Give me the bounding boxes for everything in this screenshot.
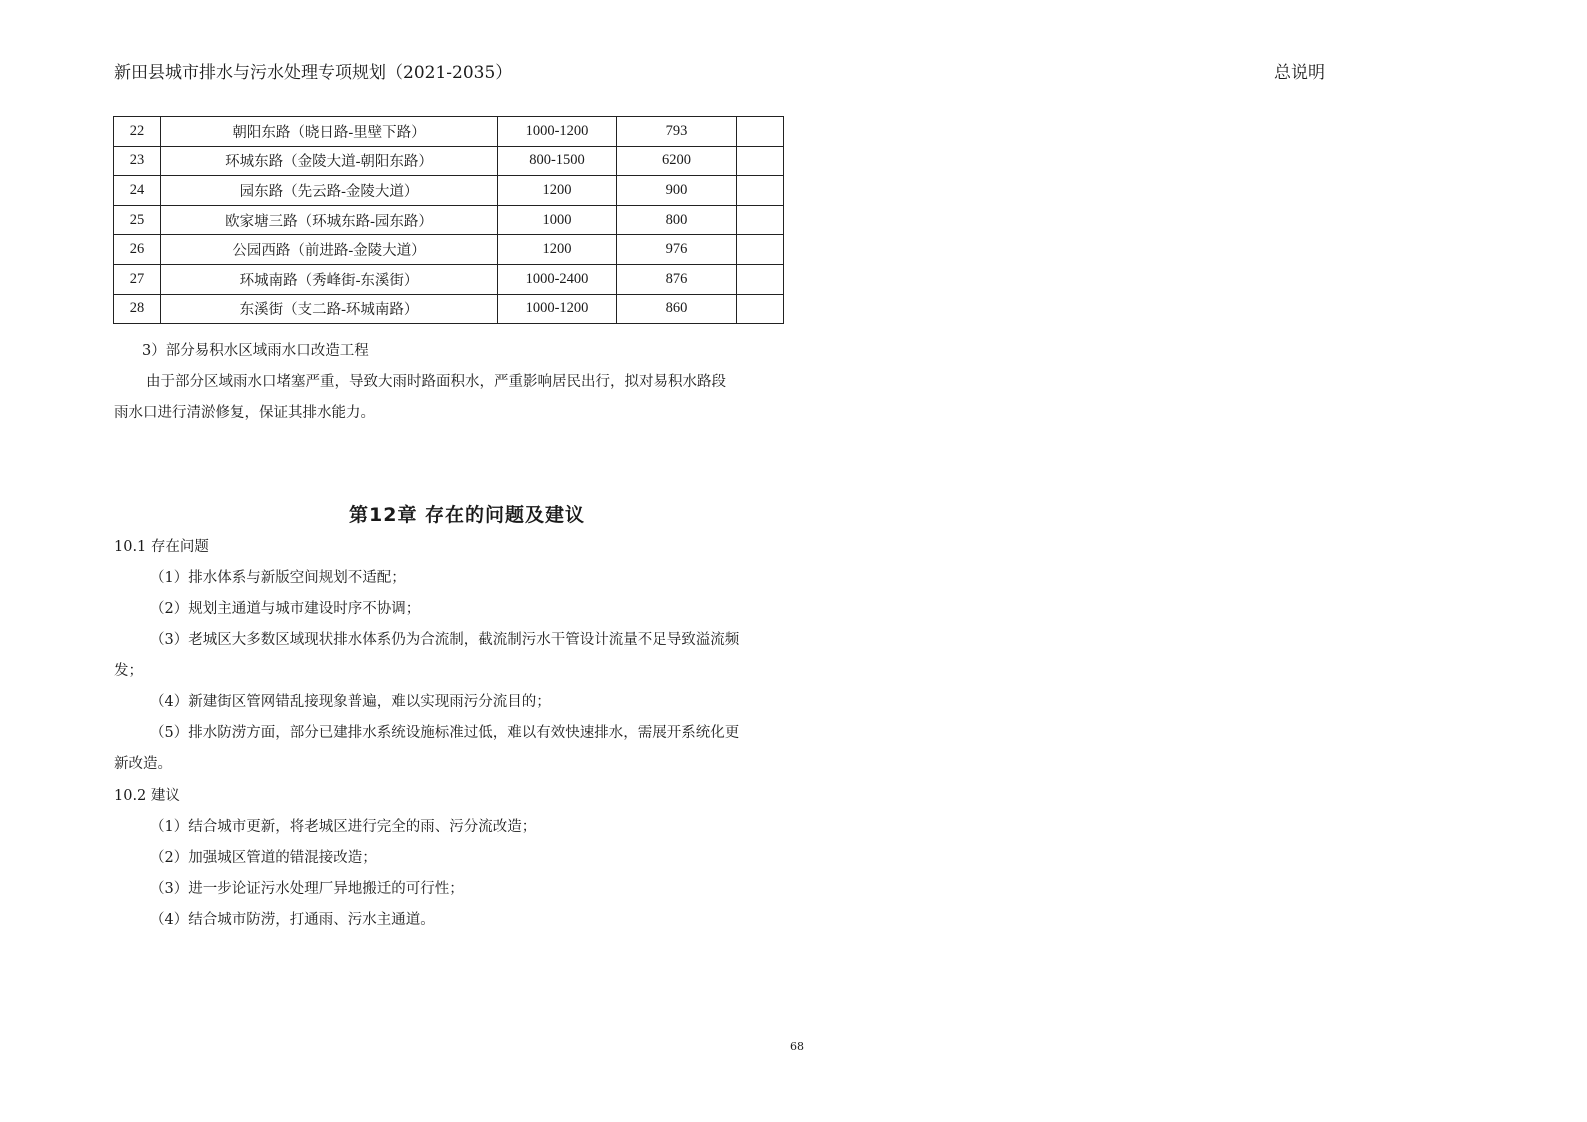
- section-label: 总说明: [1274, 63, 1325, 83]
- cell-length: 800: [617, 205, 737, 235]
- cell-road: 东溪街（支二路-环城南路）: [161, 294, 498, 324]
- section-heading: 10.1 存在问题: [114, 539, 209, 555]
- cell-road: 环城东路（金陵大道-朝阳东路）: [161, 146, 498, 176]
- cell-road: 欧家塘三路（环城东路-园东路）: [161, 205, 498, 235]
- cell-no: 23: [114, 146, 161, 176]
- cell-road: 环城南路（秀峰街-东溪街）: [161, 264, 498, 294]
- cell-note: [737, 294, 784, 324]
- cell-no: 28: [114, 294, 161, 324]
- table-row: [114, 294, 784, 324]
- cell-length: 6200: [617, 146, 737, 176]
- table-row: [114, 117, 784, 147]
- list-item: （4）结合城市防涝，打通雨、污水主通道。: [150, 912, 435, 928]
- page-number: 68: [790, 1040, 804, 1053]
- cell-length: 900: [617, 176, 737, 206]
- chapter-title: 第12章 存在的问题及建议: [349, 504, 586, 526]
- list-item: （3）进一步论证污水处理厂异地搬迁的可行性；: [150, 881, 464, 897]
- table-row: [114, 205, 784, 235]
- cell-length: 876: [617, 264, 737, 294]
- list-item: （1）结合城市更新，将老城区进行完全的雨、污分流改造；: [150, 819, 537, 835]
- cell-no: 27: [114, 264, 161, 294]
- cell-length: 976: [617, 235, 737, 265]
- cell-size: 1000-1200: [498, 294, 617, 324]
- cell-note: [737, 235, 784, 265]
- paragraph-line: 由于部分区域雨水口堵塞严重，导致大雨时路面积水，严重影响居民出行，拟对易积水路段: [146, 374, 726, 390]
- cell-no: 25: [114, 205, 161, 235]
- cell-note: [737, 176, 784, 206]
- list-item: （5）排水防涝方面，部分已建排水系统设施标准过低，难以有效快速排水，需展开系统化更: [150, 725, 740, 741]
- cell-road: 园东路（先云路-金陵大道）: [161, 176, 498, 206]
- cell-size: 1000-1200: [498, 117, 617, 147]
- paragraph-line: 雨水口进行清淤修复，保证其排水能力。: [114, 405, 375, 421]
- cell-size: 1000-2400: [498, 264, 617, 294]
- cell-length: 860: [617, 294, 737, 324]
- cell-road: 公园西路（前进路-金陵大道）: [161, 235, 498, 265]
- list-item: （4）新建街区管网错乱接现象普遍，难以实现雨污分流目的；: [150, 694, 551, 710]
- cell-size: 1000: [498, 205, 617, 235]
- table-row: [114, 264, 784, 294]
- cell-note: [737, 205, 784, 235]
- list-item-continuation: 新改造。: [114, 756, 172, 772]
- cell-note: [737, 264, 784, 294]
- table-row: [114, 146, 784, 176]
- list-item: （2）加强城区管道的错混接改造；: [150, 850, 377, 866]
- cell-size: 800-1500: [498, 146, 617, 176]
- table-row: [114, 235, 784, 265]
- document-title: 新田县城市排水与污水处理专项规划（2021-2035）: [114, 63, 513, 83]
- cell-size: 1200: [498, 176, 617, 206]
- cell-road: 朝阳东路（晓日路-里壁下路）: [161, 117, 498, 147]
- cell-note: [737, 117, 784, 147]
- table-row: [114, 176, 784, 206]
- cell-no: 24: [114, 176, 161, 206]
- cell-length: 793: [617, 117, 737, 147]
- cell-size: 1200: [498, 235, 617, 265]
- cell-no: 22: [114, 117, 161, 147]
- cell-no: 26: [114, 235, 161, 265]
- list-item: （3）老城区大多数区域现状排水体系仍为合流制，截流制污水干管设计流量不足导致溢流频: [150, 632, 740, 648]
- list-item: （1）排水体系与新版空间规划不适配；: [150, 570, 406, 586]
- subsection-heading: 3）部分易积水区域雨水口改造工程: [142, 343, 369, 359]
- section-heading: 10.2 建议: [114, 788, 180, 804]
- list-item: （2）规划主通道与城市建设时序不协调；: [150, 601, 421, 617]
- pipe-table: [113, 116, 784, 324]
- list-item-continuation: 发；: [114, 663, 143, 679]
- cell-note: [737, 146, 784, 176]
